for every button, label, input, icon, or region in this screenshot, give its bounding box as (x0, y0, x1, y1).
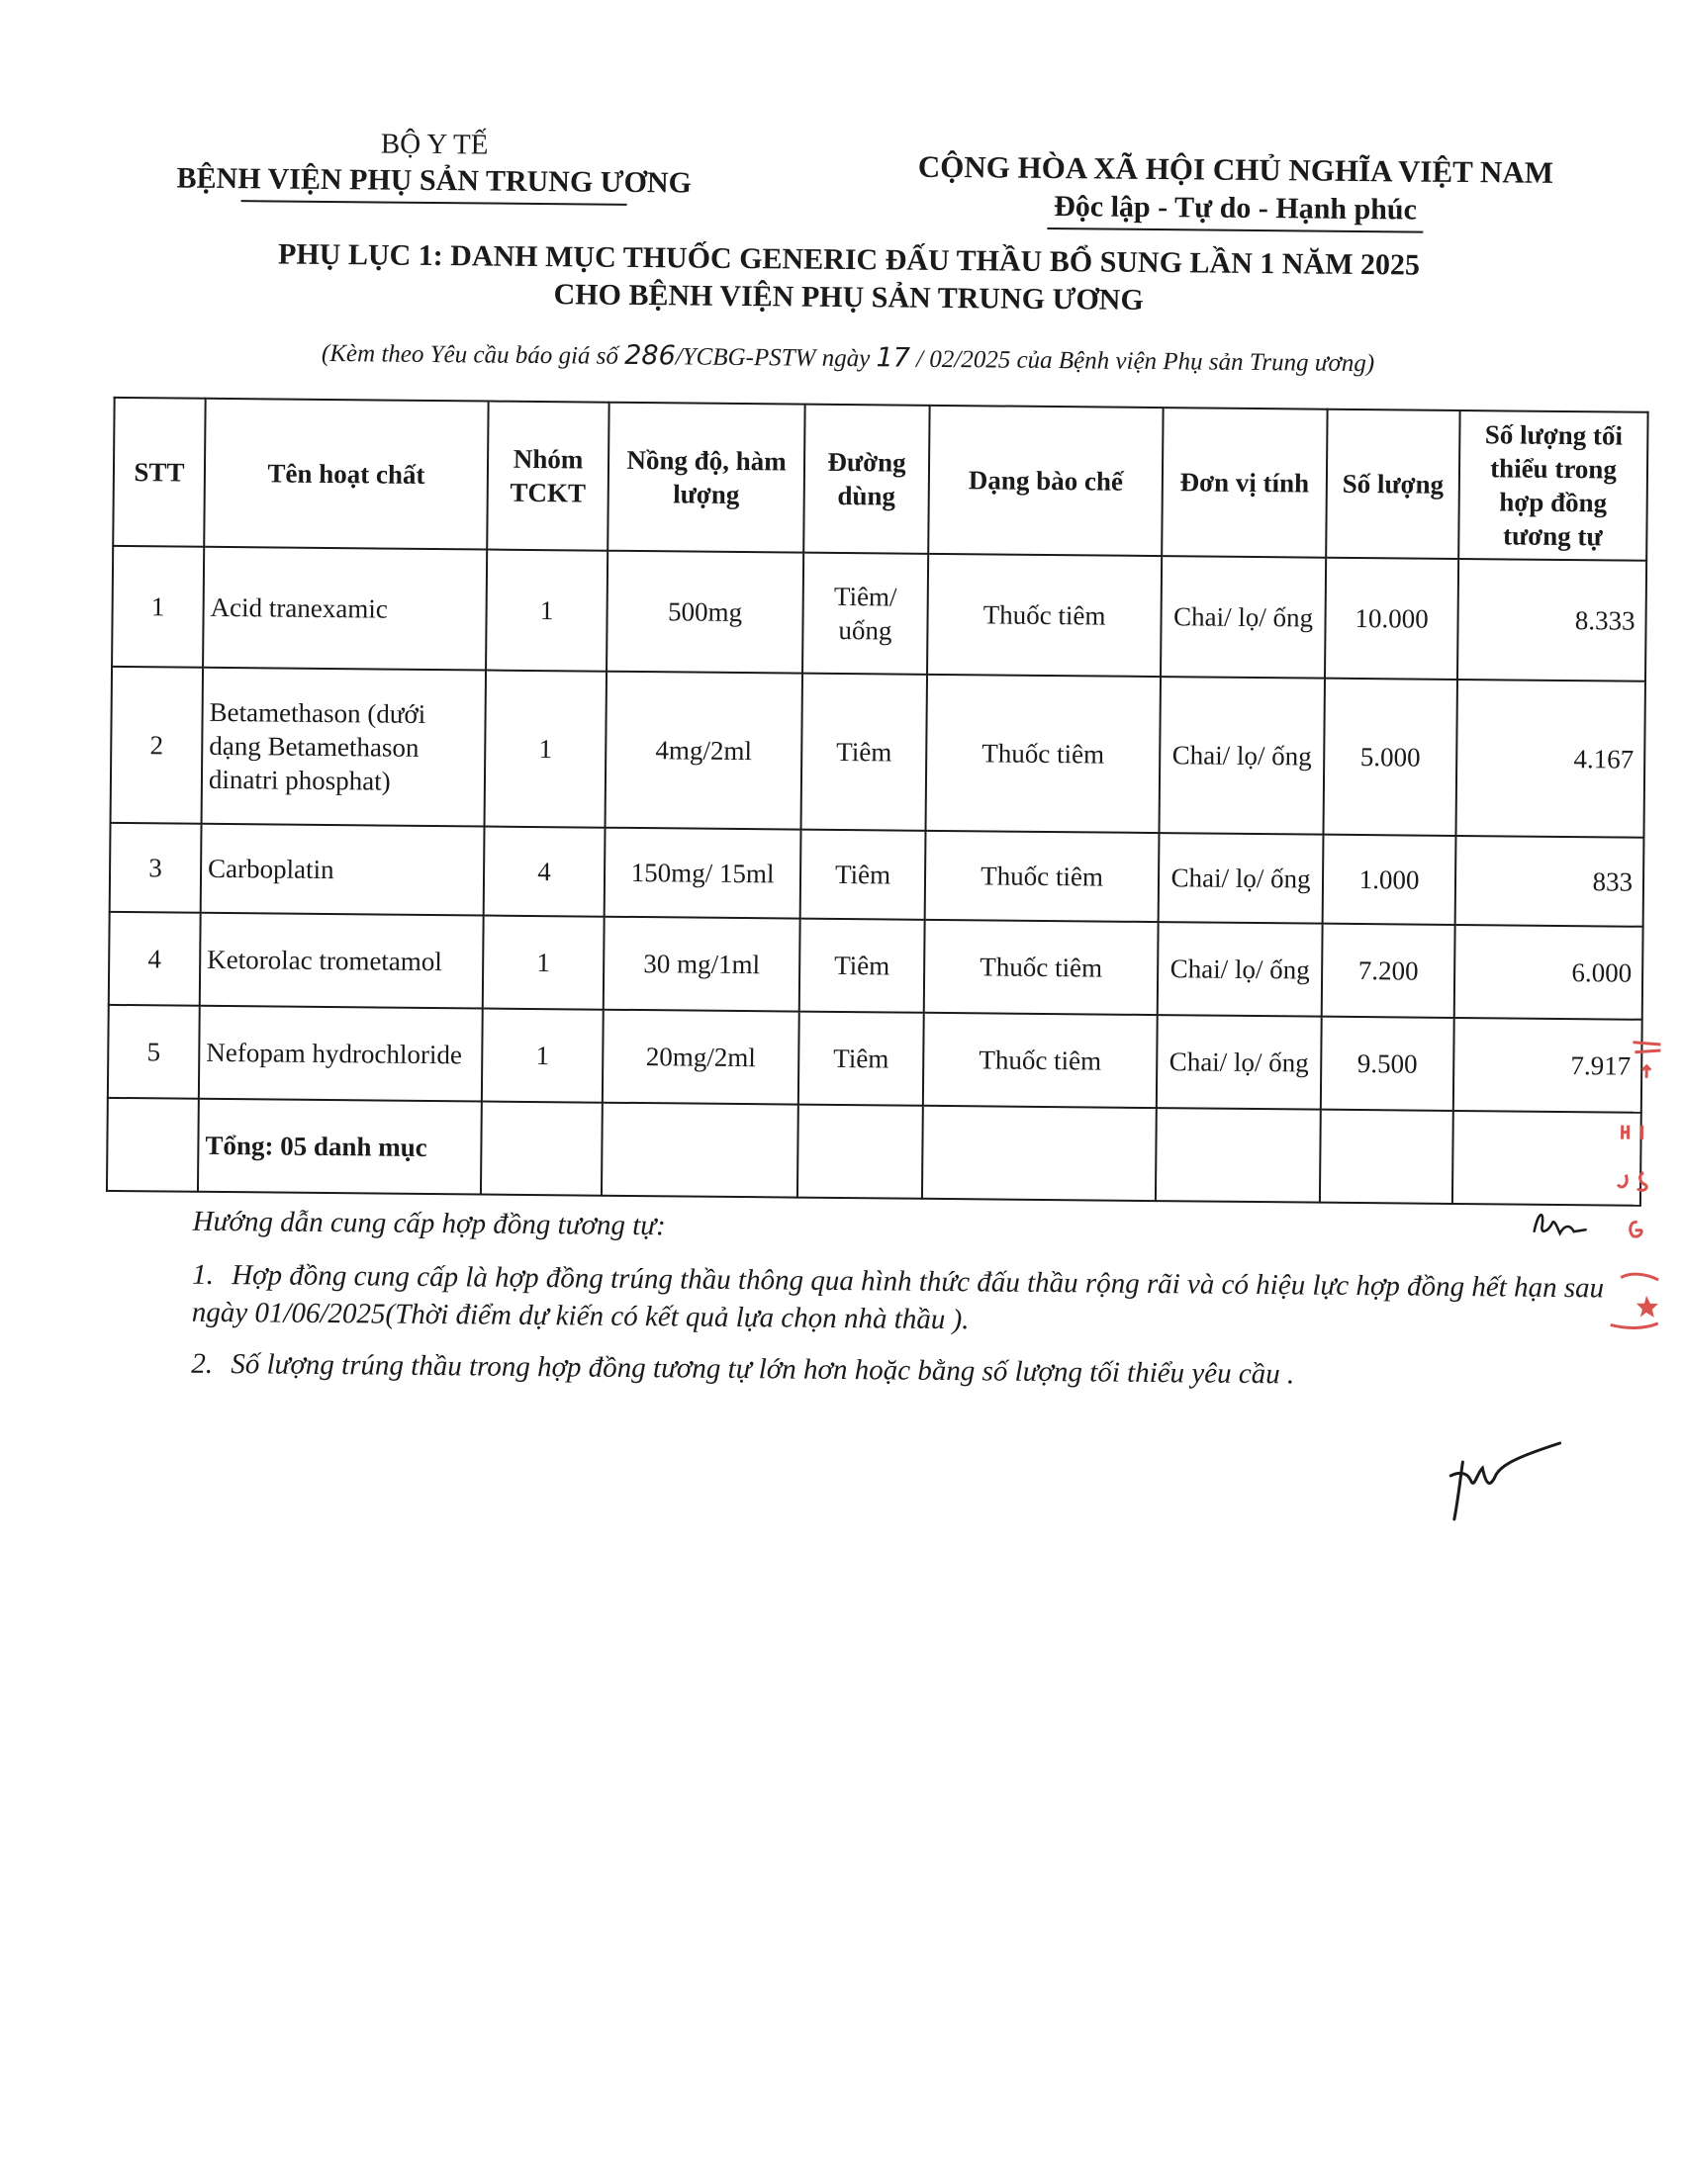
title-line-2: CHO BỆNH VIỆN PHỤ SẢN TRUNG ƯƠNG (553, 278, 1144, 317)
header-unit: Đơn vị tính (1162, 408, 1327, 558)
cell-name: Carboplatin (201, 824, 485, 916)
cell-quantity: 1.000 (1323, 835, 1456, 925)
subtitle-suffix: / 02/2025 của Bệnh viện Phụ sản Trung ương) (909, 345, 1375, 378)
cell-unit: Chai/ lọ/ ống (1159, 677, 1325, 835)
cell-unit: Chai/ lọ/ ống (1157, 1015, 1322, 1110)
document-subtitle (175, 336, 1521, 382)
cell-min-quantity: 6.000 (1454, 925, 1643, 1020)
header-route: Đường dùng (803, 405, 929, 554)
cell-group: 1 (486, 550, 607, 672)
instructions-heading: Hướng dẫn cung cấp hợp đồng tương tự: (192, 1205, 666, 1242)
cell-quantity: 7.200 (1322, 924, 1455, 1018)
cell-stt: 3 (110, 823, 202, 913)
subtitle-middle: /YCBG-PSTW ngày (675, 343, 877, 373)
cell-route: Tiêm (801, 674, 928, 831)
table-row (110, 823, 1644, 927)
cell-group: 1 (483, 916, 605, 1010)
cell-form: Thuốc tiêm (926, 675, 1162, 833)
table-total-row (107, 1098, 1641, 1206)
cell-unit: Chai/ lọ/ ống (1158, 922, 1323, 1017)
title-line-1: PHỤ LỤC 1: DANH MỤC THUỐC GENERIC ĐẤU THẦU BỔ SUNG LẦN 1 NĂM 2025 (277, 237, 1421, 282)
cell-strength: 20mg/2ml (603, 1010, 799, 1105)
cell-strength: 4mg/2ml (606, 672, 803, 830)
header-min-quantity: Số lượng tối thiểu trong hợp đồng tương tự (1458, 410, 1647, 561)
cell-empty (481, 1102, 603, 1196)
header-strength: Nồng độ, hàm lượng (607, 403, 804, 553)
cell-quantity: 9.500 (1321, 1017, 1454, 1111)
cell-quantity: 10.000 (1325, 558, 1458, 680)
cell-name: Nefopam hydrochloride (199, 1006, 483, 1102)
country-name: CỘNG HÒA XÃ HỘI CHỦ NGHĨA VIỆT NAM (917, 148, 1554, 190)
cell-route: Tiêm (800, 830, 926, 920)
cell-empty (1156, 1108, 1321, 1203)
header-quantity: Số lượng (1326, 410, 1459, 559)
cell-group: 4 (484, 827, 606, 917)
cell-unit: Chai/ lọ/ ống (1161, 556, 1326, 679)
header-dosage-form: Dạng bào chế (928, 406, 1163, 556)
cell-unit: Chai/ lọ/ ống (1159, 833, 1324, 924)
cell-stt: 4 (109, 912, 201, 1006)
red-stamp-fragment (1591, 1036, 1663, 1333)
instruction-item (192, 1256, 1618, 1345)
table-row (112, 546, 1646, 682)
cell-strength: 150mg/ 15ml (605, 828, 801, 919)
header-left (157, 124, 712, 206)
total-label: Tổng: 05 danh mục (198, 1099, 482, 1195)
table-row (108, 1005, 1642, 1113)
cell-group: 1 (485, 671, 607, 828)
table-row (109, 912, 1643, 1020)
cell-min-quantity: 4.167 (1455, 680, 1645, 838)
request-day: 17 (876, 342, 911, 374)
handwritten-signature (1441, 1428, 1570, 1528)
cell-empty (922, 1106, 1157, 1201)
cell-stt: 5 (108, 1005, 200, 1099)
cell-form: Thuốc tiêm (927, 554, 1162, 677)
drug-list-table (106, 397, 1649, 1207)
cell-strength: 500mg (607, 551, 803, 674)
header-right (879, 146, 1592, 234)
header-active-ingredient: Tên hoạt chất (204, 399, 488, 550)
instruction-number: 2. (191, 1347, 214, 1380)
cell-name: Acid tranexamic (203, 547, 487, 671)
cell-empty (107, 1098, 199, 1192)
document-title (176, 235, 1523, 323)
cell-strength: 30 mg/1ml (604, 917, 800, 1012)
cell-empty (797, 1105, 923, 1199)
instruction-item (191, 1345, 1616, 1397)
cell-stt: 2 (111, 667, 204, 824)
ministry-name: BỘ Y TẾ (380, 128, 489, 161)
cell-min-quantity: 833 (1455, 836, 1644, 927)
cell-form: Thuốc tiêm (923, 1013, 1158, 1108)
cell-group: 1 (482, 1009, 604, 1103)
header-stt: STT (113, 398, 205, 547)
cell-form: Thuốc tiêm (925, 831, 1160, 922)
cell-min-quantity: 8.333 (1457, 559, 1646, 682)
cell-route: Tiêm (798, 1012, 924, 1106)
request-number: 286 (624, 339, 676, 372)
instruction-number: 1. (192, 1258, 215, 1291)
cell-quantity: 5.000 (1323, 679, 1457, 836)
handwritten-initials (1531, 1202, 1590, 1246)
hospital-name: BỆNH VIỆN PHỤ SẢN TRUNG ƯƠNG (176, 161, 693, 200)
cell-min-quantity: 7.917 (1453, 1018, 1642, 1113)
cell-stt: 1 (112, 546, 204, 668)
table-header-row (113, 398, 1647, 561)
instruction-text: Số lượng trúng thầu trong hợp đồng tương tự lớn hơn hoặc bằng số lượng tối thiểu yêu cầu . (231, 1348, 1295, 1391)
subtitle-prefix: (Kèm theo Yêu cầu báo giá số (321, 339, 625, 370)
cell-empty (1320, 1110, 1453, 1204)
cell-name: Ketorolac trometamol (200, 913, 484, 1009)
cell-route: Tiêm (799, 919, 925, 1013)
national-motto: Độc lập - Tự do - Hạnh phúc (1054, 190, 1418, 227)
cell-form: Thuốc tiêm (924, 920, 1159, 1015)
instructions-section (191, 1203, 1618, 1410)
cell-name: Betamethason (dưới dạng Betamethason dinatri phosphat) (202, 668, 487, 827)
table-row (111, 667, 1645, 838)
cell-empty (602, 1103, 798, 1198)
header-technical-group: Nhóm TCKT (487, 402, 608, 551)
instruction-text: Hợp đồng cung cấp là hợp đồng trúng thầu thông qua hình thức đấu thầu rộng rãi và có hiệu lực hợp đồng hết hạn sau ngày 01/06/2025(Thời điểm dự kiến có kết quả lựa chọn nhà thầu ). (191, 1259, 1605, 1336)
cell-route: Tiêm/ uống (802, 553, 928, 675)
